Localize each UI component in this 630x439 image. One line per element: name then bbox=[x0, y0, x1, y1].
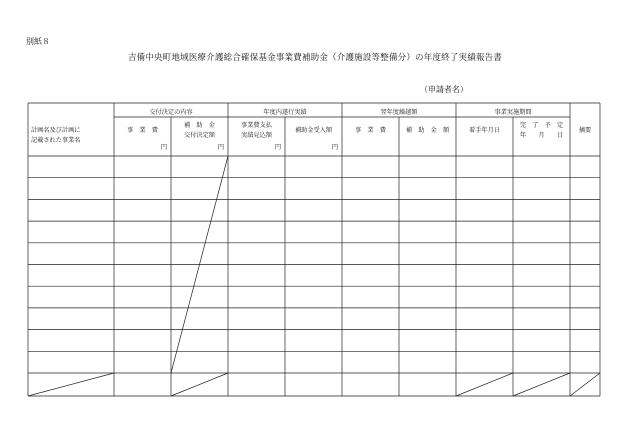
attachment-label: 別紙８ bbox=[26, 37, 50, 46]
col-start-date: 着手年月日 bbox=[469, 127, 500, 134]
applicant-name-label: （申請者名） bbox=[420, 85, 468, 94]
col-subsidy-received: 補助金受入額 bbox=[294, 127, 333, 134]
col-next-project-cost: 事 業 費 bbox=[355, 127, 386, 134]
header-project-name: 計画名及び計画に 記載された事業名 bbox=[31, 127, 81, 144]
diagonal-strike bbox=[171, 373, 228, 396]
col-next-subsidy: 補 助 金 額 bbox=[405, 127, 450, 134]
col-payment-estimate: 事業費支払 実績見込額 bbox=[241, 122, 272, 139]
header-in-year-results: 年度内遂行実績 bbox=[263, 109, 307, 116]
diagonal-strike bbox=[513, 373, 570, 396]
header-next-year-carryover: 翌年度繰越額 bbox=[380, 109, 418, 116]
report-title: 吉備中央町地域医療介護総合確保基金事業費補助金（介護施設等整備分）の年度終了実績報告書 bbox=[127, 53, 503, 63]
header-grant-decision: 交付決定の内容 bbox=[149, 109, 193, 116]
header-implementation-period: 事業実施期間 bbox=[494, 109, 532, 116]
diagonal-strike bbox=[570, 373, 600, 396]
col-remarks: 摘要 bbox=[578, 127, 592, 134]
unit-yen: 円 bbox=[160, 144, 167, 151]
col-project-cost: 事 業 費 bbox=[127, 127, 158, 134]
unit-yen: 円 bbox=[217, 144, 224, 151]
diagonal-strike bbox=[456, 373, 513, 396]
col-completion-date: 完 了 予 定 年 月 日 bbox=[519, 122, 564, 139]
unit-yen: 円 bbox=[274, 144, 281, 151]
col-subsidy-decision: 補 助 金 交付決定額 bbox=[184, 122, 215, 139]
unit-yen: 円 bbox=[331, 144, 338, 151]
diagonal-strike bbox=[28, 373, 114, 396]
